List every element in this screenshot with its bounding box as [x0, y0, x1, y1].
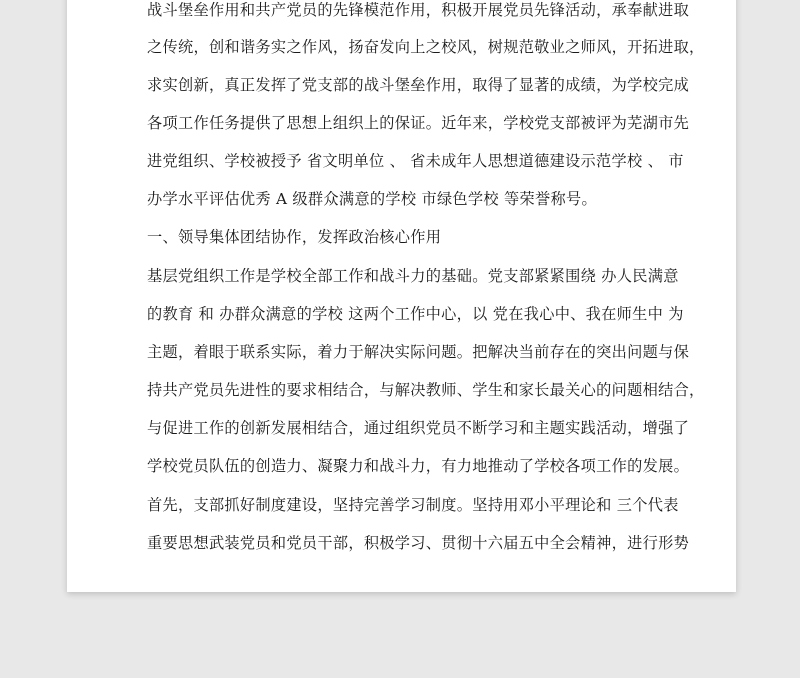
- text-line: 首先，支部抓好制度建设，坚持完善学习制度。坚持用邓小平理论和 三个代表: [147, 496, 679, 514]
- text-line: 基层党组织工作是学校全部工作和战斗力的基础。党支部紧紧围绕 办人民满意: [147, 267, 679, 285]
- text-line: 的教育 和 办群众满意的学校 这两个工作中心，以 党在我心中、我在师生中 为: [147, 305, 684, 323]
- text-line: 之传统，创和谐务实之作风，扬奋发向上之校风，树规范敬业之师风，开拓进取，: [147, 38, 705, 56]
- text-line: 主题，着眼于联系实际，着力于解决实际问题。把解决当前存在的突出问题与保: [147, 343, 690, 361]
- text-line: 办学水平评估优秀 A 级群众满意的学校 市绿色学校 等荣誉称号。: [147, 190, 597, 208]
- section-heading: 一、领导集体团结协作，发挥政治核心作用: [147, 228, 442, 246]
- text-line: 进党组织、学校被授予 省文明单位 、 省未成年人思想道德建设示范学校 、 市: [147, 152, 684, 170]
- text-line: 持共产党员先进性的要求相结合，与解决教师、学生和家长最关心的问题相结合，: [147, 381, 705, 399]
- text-line: 与促进工作的创新发展相结合，通过组织党员不断学习和主题实践活动，增强了: [147, 419, 690, 437]
- text-line: 学校党员队伍的创造力、凝聚力和战斗力，有力地推动了学校各项工作的发展。: [147, 457, 690, 475]
- document-page: [67, 0, 736, 592]
- text-line: 战斗堡垒作用和共产党员的先锋模范作用，积极开展党员先锋活动，承奉献进取: [147, 1, 690, 19]
- text-line: 各项工作任务提供了思想上组织上的保证。近年来，学校党支部被评为芜湖市先: [147, 114, 690, 132]
- text-line: 求实创新，真正发挥了党支部的战斗堡垒作用，取得了显著的成绩，为学校完成: [147, 76, 690, 94]
- text-line: 重要思想武装党员和党员干部，积极学习、贯彻十六届五中全会精神，进行形势: [147, 534, 690, 552]
